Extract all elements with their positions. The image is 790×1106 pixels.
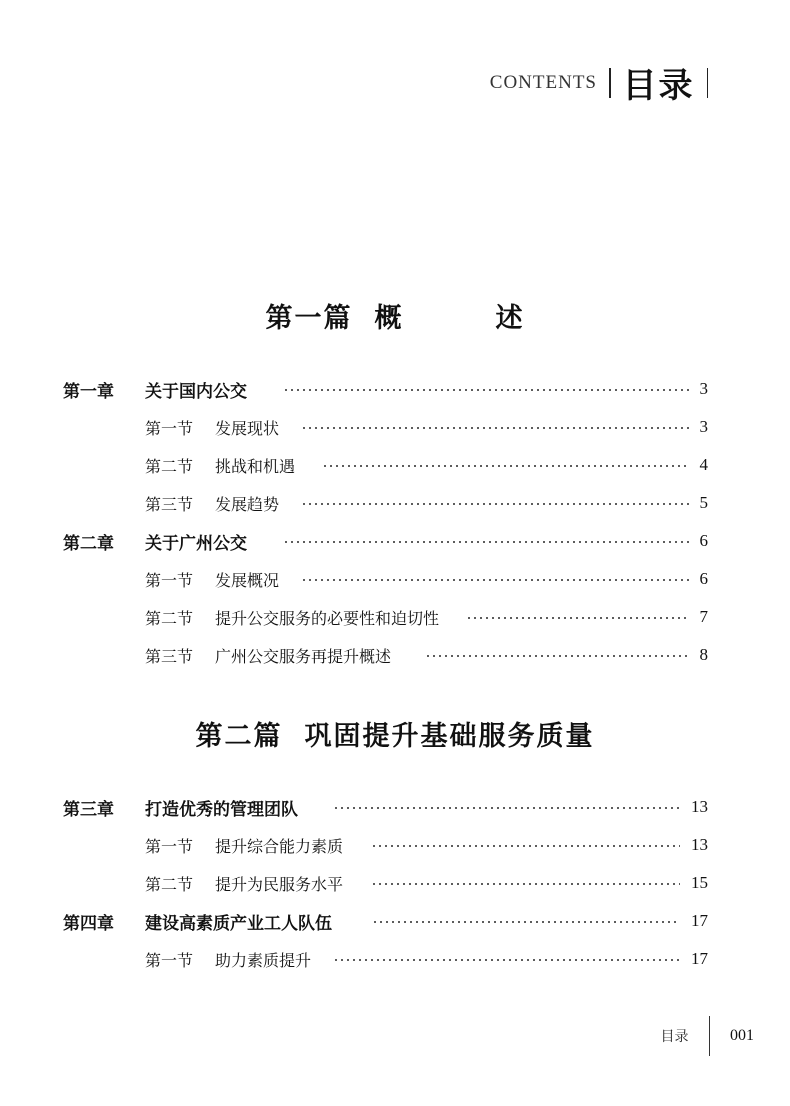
page-number: 8 (699, 645, 708, 664)
dot-leader (371, 883, 680, 885)
toc-section[interactable] (0, 565, 790, 593)
dot-leader (371, 845, 680, 847)
contents-header (490, 58, 708, 107)
part-title-2 (0, 714, 790, 753)
toc-chapter-1[interactable] (0, 375, 790, 403)
dot-leader (301, 427, 690, 429)
dot-leader (372, 921, 680, 923)
toc-section[interactable] (0, 413, 790, 441)
part-1-title-char-2: 述 (495, 303, 525, 334)
section-title: 发展概况 (215, 570, 280, 590)
footer-divider (709, 1016, 711, 1056)
toc-section[interactable] (0, 641, 790, 669)
page-number: 6 (699, 569, 708, 588)
dot-leader (283, 389, 690, 391)
section-number: 第一节 (145, 418, 194, 438)
chapter-title: 建设高素质产业工人队伍 (145, 913, 332, 934)
page-number: 4 (699, 455, 708, 474)
page-number: 17 (691, 949, 708, 968)
part-title-1 (0, 296, 790, 335)
dot-leader (333, 959, 680, 961)
toc-section[interactable] (0, 603, 790, 631)
page-number: 17 (691, 911, 708, 930)
toc-section[interactable] (0, 489, 790, 517)
dot-leader (301, 503, 690, 505)
toc-chapter-4[interactable] (0, 907, 790, 935)
toc-section[interactable] (0, 869, 790, 897)
chapter-number: 第一章 (63, 381, 114, 402)
dot-leader (333, 807, 680, 809)
section-number: 第一节 (145, 836, 194, 856)
part-2-number: 第二篇 (195, 721, 283, 752)
toc-chapter-3[interactable] (0, 793, 790, 821)
chapter-number: 第四章 (63, 913, 114, 934)
section-number: 第二节 (145, 608, 194, 628)
dot-leader (283, 541, 690, 543)
chapter-title: 关于国内公交 (145, 381, 247, 402)
page-number: 3 (699, 379, 708, 398)
page-number: 6 (699, 531, 708, 550)
section-number: 第二节 (145, 874, 194, 894)
part-1-title-char-1: 概 (374, 303, 404, 334)
section-title: 发展现状 (215, 418, 280, 438)
dot-leader (322, 465, 690, 467)
section-title: 提升公交服务的必要性和迫切性 (215, 608, 440, 628)
part-1-number: 第一篇 (265, 303, 353, 334)
section-number: 第一节 (145, 950, 194, 970)
toc-section[interactable] (0, 451, 790, 479)
page-footer (661, 1016, 755, 1056)
section-number: 第三节 (145, 646, 194, 666)
toc-section[interactable] (0, 945, 790, 973)
chapter-title: 关于广州公交 (145, 533, 247, 554)
footer-page-number: 001 (730, 1027, 754, 1044)
page-number: 5 (699, 493, 708, 512)
dot-leader (301, 579, 690, 581)
page-number: 13 (691, 835, 708, 854)
page-number: 3 (699, 417, 708, 436)
chapter-number: 第三章 (63, 799, 114, 820)
toc-chapter-2[interactable] (0, 527, 790, 555)
page-number: 7 (699, 607, 708, 626)
footer-label: 目录 (660, 1029, 689, 1045)
header-divider (609, 68, 611, 98)
section-number: 第一节 (145, 570, 194, 590)
section-title: 挑战和机遇 (215, 456, 296, 476)
chapter-number: 第二章 (63, 533, 114, 554)
section-number: 第二节 (145, 456, 194, 476)
chapter-title: 打造优秀的管理团队 (145, 799, 298, 820)
part-2-title: 巩固提升基础服务质量 (304, 721, 595, 752)
dot-leader (466, 617, 690, 619)
dot-leader (425, 655, 690, 657)
contents-heading-en: CONTENTS (489, 71, 597, 93)
section-title: 提升为民服务水平 (215, 874, 344, 894)
section-title: 助力素质提升 (215, 950, 312, 970)
section-title: 发展趋势 (215, 494, 280, 514)
page-number: 13 (691, 797, 708, 816)
section-title: 广州公交服务再提升概述 (215, 646, 392, 666)
header-divider-right (707, 68, 709, 98)
section-number: 第三节 (145, 494, 194, 514)
toc-section[interactable] (0, 831, 790, 859)
section-title: 提升综合能力素质 (215, 836, 344, 856)
contents-heading-zh: 目录 (622, 66, 695, 106)
page-number: 15 (691, 873, 708, 892)
